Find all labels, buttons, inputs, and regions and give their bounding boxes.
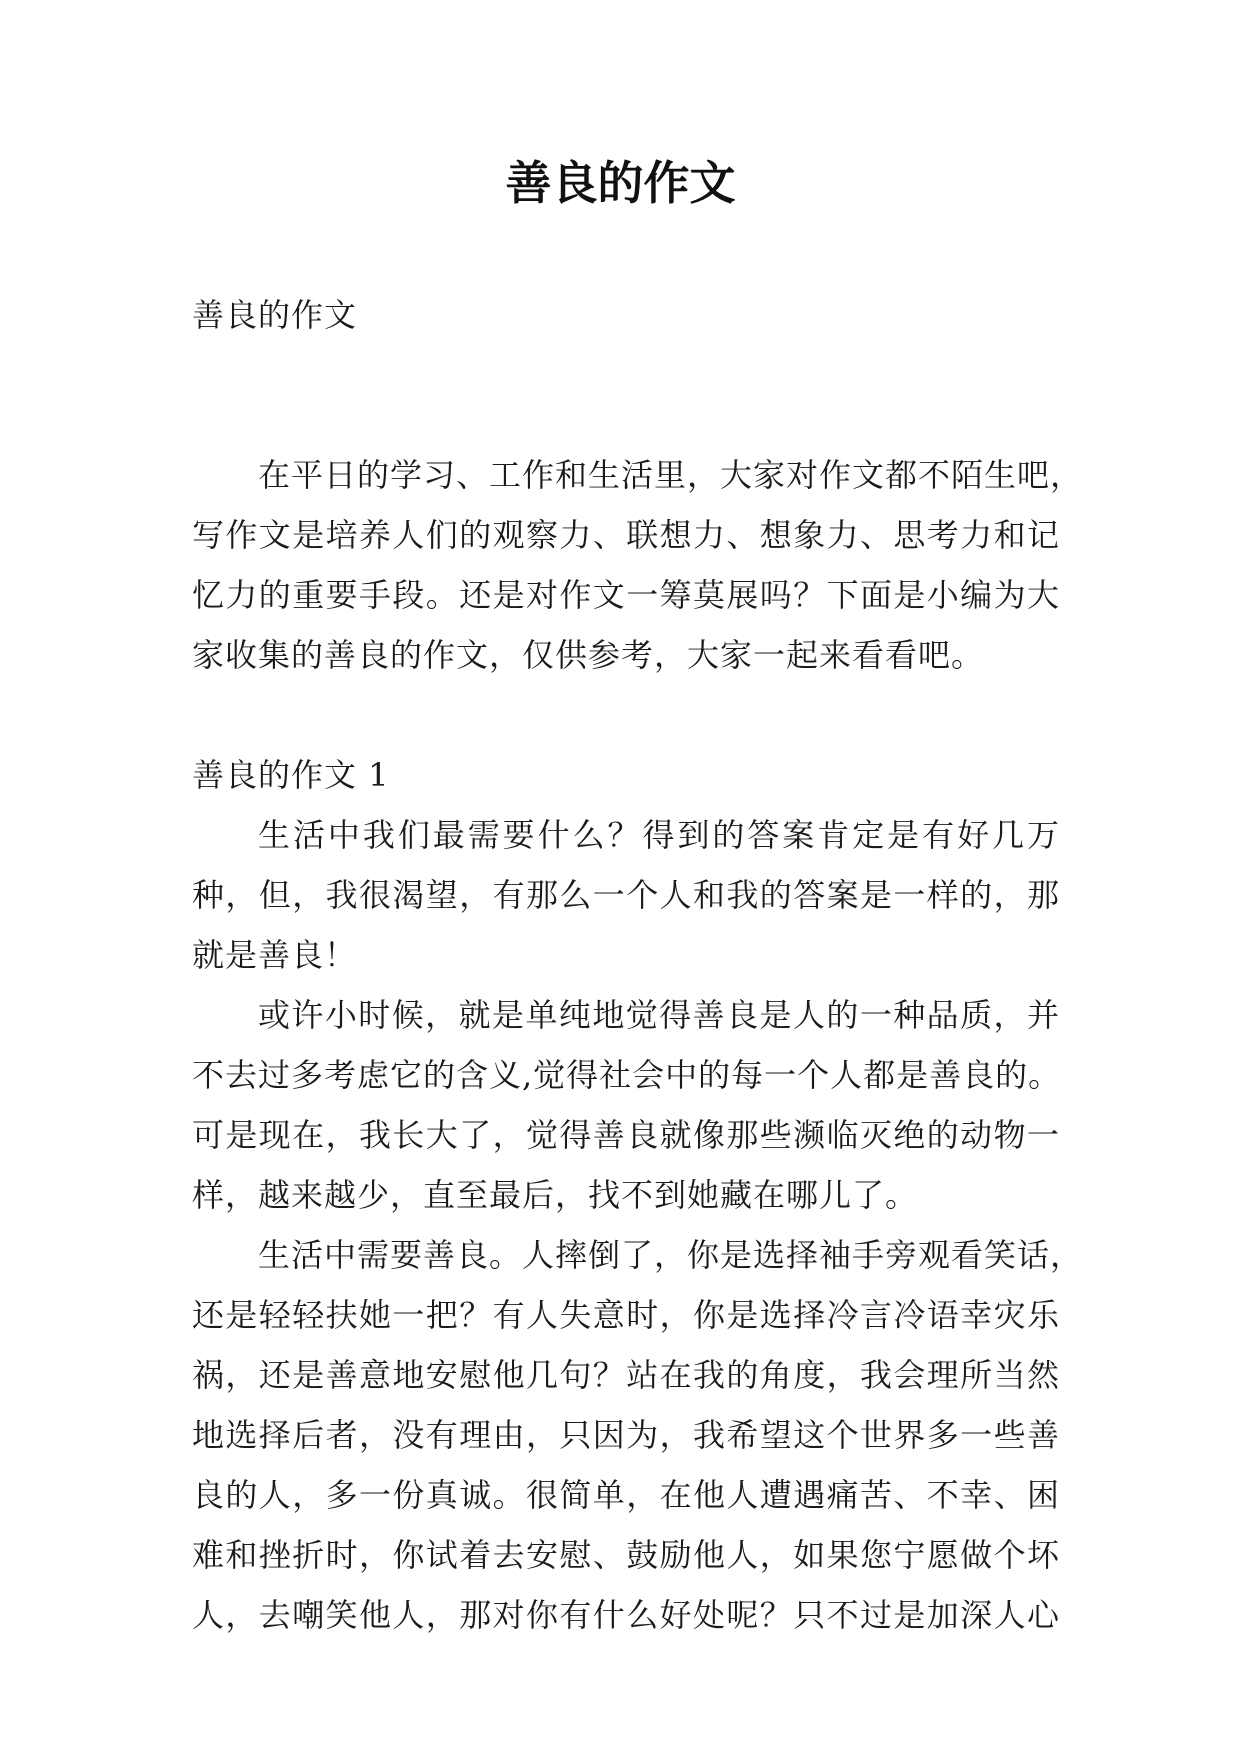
paragraph-line: 生活中需要善良。人摔倒了，你是选择袖手旁观看笑话， bbox=[258, 1236, 1084, 1274]
paragraph-line: 样，越来越少，直至最后，找不到她藏在哪儿了。 bbox=[192, 1176, 919, 1214]
paragraph-line: 地选择后者，没有理由，只因为，我希望这个世界多一些善 bbox=[192, 1416, 1060, 1454]
paragraph-line: 在平日的学习、工作和生活里，大家对作文都不陌生吧， bbox=[258, 456, 1084, 494]
paragraph-line: 可是现在，我长大了，觉得善良就像那些濒临灭绝的动物一 bbox=[192, 1116, 1060, 1154]
paragraph-line: 不去过多考虑它的含义,觉得社会中的每一个人都是善良的。 bbox=[192, 1056, 1062, 1094]
paragraph-line: 生活中我们最需要什么？得到的答案肯定是有好几万 bbox=[258, 816, 1060, 854]
intro-paragraph bbox=[192, 445, 1084, 685]
document-title: 善良的作文 bbox=[505, 156, 736, 210]
paragraph-line: 家收集的善良的作文，仅供参考，大家一起来看看吧。 bbox=[192, 636, 985, 674]
paragraph-line: 祸，还是善意地安慰他几句？站在我的角度，我会理所当然 bbox=[192, 1356, 1060, 1394]
document-body bbox=[192, 285, 1084, 1645]
paragraph-line: 忆力的重要手段。还是对作文一筹莫展吗？下面是小编为大 bbox=[192, 576, 1060, 614]
subtitle: 善良的作文 bbox=[192, 296, 358, 334]
paragraph-line: 良的人，多一份真诚。很简单，在他人遭遇痛苦、不幸、困 bbox=[192, 1476, 1060, 1514]
paragraph-1 bbox=[192, 805, 1060, 985]
paragraph-line: 还是轻轻扶她一把？有人失意时，你是选择冷言冷语幸灾乐 bbox=[192, 1296, 1060, 1334]
section-heading: 善良的作文 1 bbox=[192, 756, 390, 794]
paragraph-line: 就是善良！ bbox=[192, 936, 358, 974]
paragraph-line: 写作文是培养人们的观察力、联想力、想象力、思考力和记 bbox=[192, 516, 1060, 554]
paragraph-3 bbox=[192, 1225, 1084, 1645]
paragraph-line: 或许小时候，就是单纯地觉得善良是人的一种品质，并 bbox=[258, 996, 1060, 1034]
paragraph-line: 难和挫折时，你试着去安慰、鼓励他人，如果您宁愿做个坏 bbox=[192, 1536, 1060, 1574]
paragraph-line: 人，去嘲笑他人，那对你有什么好处呢？只不过是加深人心 bbox=[192, 1596, 1060, 1634]
paragraph-2 bbox=[192, 985, 1060, 1225]
paragraph-line: 种，但，我很渴望，有那么一个人和我的答案是一样的，那 bbox=[192, 876, 1060, 914]
